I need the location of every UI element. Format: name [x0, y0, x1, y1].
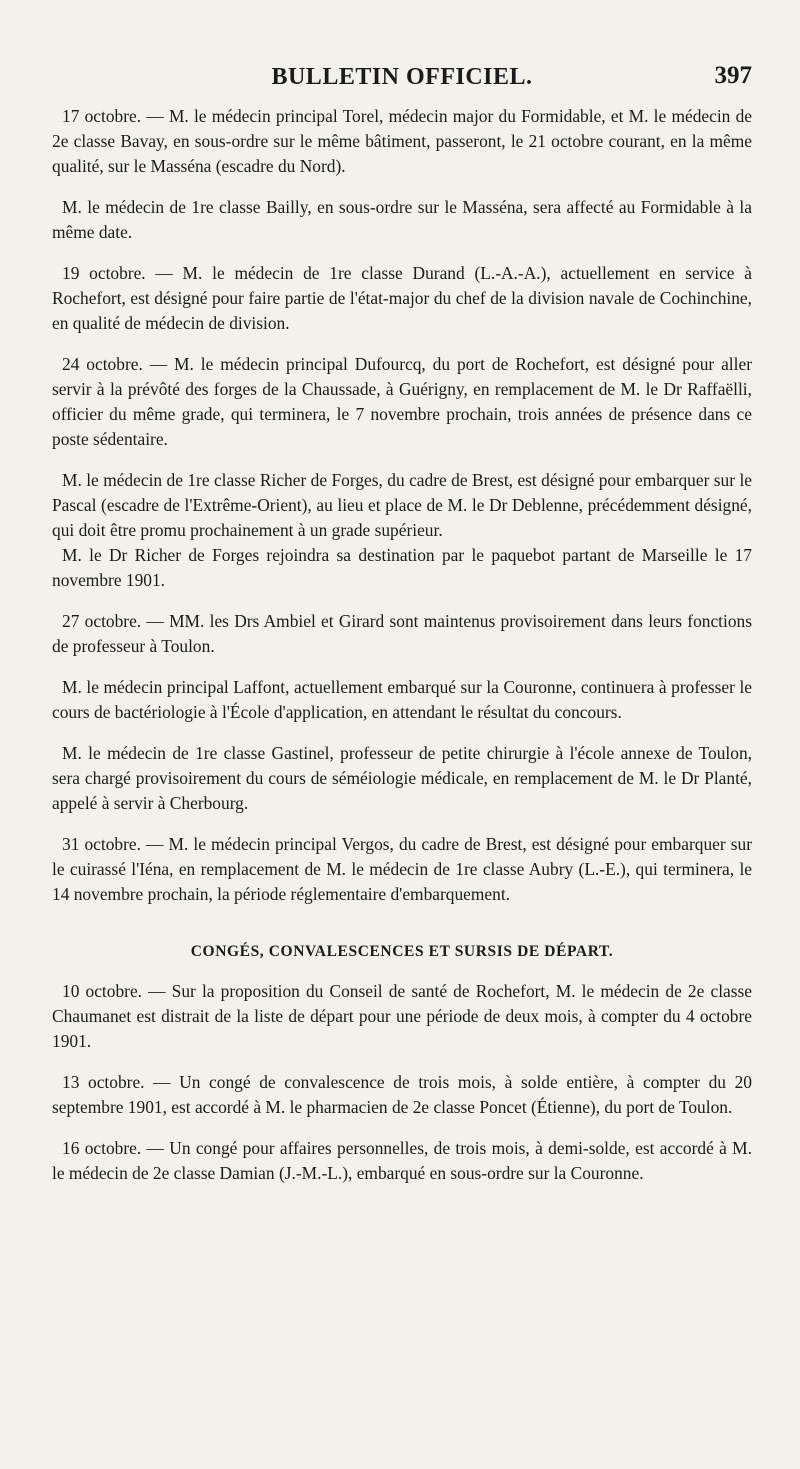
entry-24-octobre: 24 octobre. — M. le médecin principal Dufourcq, du port de Rochefort, est désigné pour aller servir à la prévôté des forges de la Chaussade, à Guérigny, en remplacement de M. le Dr Raffaëlli, officier du même grade, qui terminera, le 7 novembre prochain, trois années de présence dans ce poste sédentaire. [52, 354, 752, 449]
entry-gastinel: M. le médecin de 1re classe Gastinel, professeur de petite chirurgie à l'école annexe de Toulon, sera chargé provisoirement du cours de séméiologie médicale, en remplacement de M. le Dr Planté, appelé à servir à Cherbourg. [52, 743, 752, 813]
page-number: 397 [714, 62, 752, 89]
entry-17-octobre: 17 octobre. — M. le médecin principal Torel, médecin major du Formidable, et M. le médecin de 2e classe Bavay, en sous-ordre sur le même bâtiment, passeront, le 21 octobre courant, en la même qualité, sur le Masséna (escadre du Nord). [52, 106, 752, 176]
entry-richer-de-forges: M. le médecin de 1re classe Richer de Forges, du cadre de Brest, est désigné pour embarquer sur le Pascal (escadre de l'Extrême-Orient), au lieu et place de M. le Dr Deblenne, précédemment désigné, qui doit être promu prochainement à un grade supérieur. [52, 470, 752, 540]
entry-19-octobre: 19 octobre. — M. le médecin de 1re classe Durand (L.-A.-A.), actuellement en service à Rochefort, est désigné pour faire partie de l'état-major du chef de la division navale de Cochinchine, en qualité de médecin de division. [52, 263, 752, 333]
section-entry-13-octobre: 13 octobre. — Un congé de convalescence de trois mois, à solde entière, à compter du 20 septembre 1901, est accordé à M. le pharmacien de 2e classe Poncet (Étienne), du port de Toulon. [52, 1072, 752, 1117]
page-header [52, 60, 752, 104]
entry-laffont: M. le médecin principal Laffont, actuellement embarqué sur la Couronne, continuera à professer le cours de bactériologie à l'École d'application, en attendant le résultat du concours. [52, 677, 752, 722]
entry-bailly: M. le médecin de 1re classe Bailly, en sous-ordre sur le Masséna, sera affecté au Formidable à la même date. [52, 197, 752, 242]
entry-27-octobre: 27 octobre. — MM. les Drs Ambiel et Girard sont maintenus provisoirement dans leurs fonctions de professeur à Toulon. [52, 611, 752, 656]
section-entry-16-octobre: 16 octobre. — Un congé pour affaires personnelles, de trois mois, à demi-solde, est accordé à M. le médecin de 2e classe Damian (J.-M.-L.), embarqué en sous-ordre sur la Couronne. [52, 1138, 752, 1183]
section-title: CONGÉS, CONVALESCENCES ET SURSIS DE DÉPART. [190, 943, 614, 960]
section-entry-10-octobre: 10 octobre. — Sur la proposition du Conseil de santé de Rochefort, M. le médecin de 2e classe Chaumanet est distrait de la liste de départ pour une période de deux mois, à compter du 4 octobre 1901. [52, 981, 752, 1051]
entry-31-octobre: 31 octobre. — M. le médecin principal Vergos, du cadre de Brest, est désigné pour embarquer sur le cuirassé l'Iéna, en remplacement de M. le médecin de 1re classe Aubry (L.-E.), qui terminera, le 14 novembre prochain, la période réglementaire d'embarquement. [52, 834, 752, 904]
entry-richer-de-forges-destination: M. le Dr Richer de Forges rejoindra sa destination par le paquebot partant de Marseille le 17 novembre 1901. [52, 545, 752, 590]
running-title: BULLETIN OFFICIEL. [271, 64, 533, 90]
